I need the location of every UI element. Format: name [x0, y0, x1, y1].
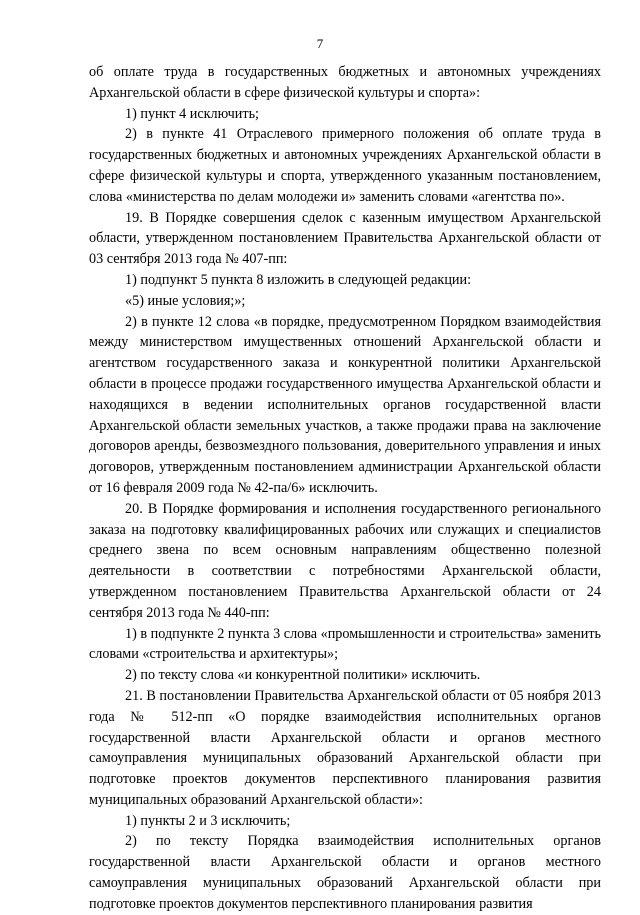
paragraph: 20. В Порядке формирования и исполнения государственного регионального заказа на подготовку квалифицированных рабочих или служащих и специалистов среднего звена по всем основным направлениям общественно полезной деятельности в соответствии с потребностями Архангельской области, утвержденном постановлением Правительства Архангельской области от 24 сентября 2013 года № 440-пп: — [89, 500, 601, 621]
paragraph: 2) по тексту Порядка взаимодействия исполнительных органов государственной власти Архангельской области и органов местного самоуправления муниципальных образований Архангельской области при подготовке проектов документов перспективного планирования развития — [89, 833, 601, 912]
paragraph: 1) пункт 4 исключить; — [125, 105, 259, 122]
paragraph: «5) иные условия;»; — [125, 292, 246, 309]
paragraph: 19. В Порядке совершения сделок с казенным имуществом Архангельской области, утвержденном постановлением Правительства Архангельской области от 03 сентября 2013 года № 407-пп: — [89, 209, 601, 268]
paragraph: 2) в пункте 41 Отраслевого примерного положения об оплате труда в государственных бюджетных и автономных учреждениях Архангельской области в сфере физической культуры и спорта, утвержденного указанным постановлением, слова «министерства по делам молодежи и» заменить словами «агентства по». — [89, 126, 601, 205]
paragraph: 1) в подпункте 2 пункта 3 слова «промышленности и строительства» заменить словами «строительства и архитектуры»; — [89, 625, 601, 663]
page-number: 7 — [316, 36, 324, 51]
paragraph: 21. В постановлении Правительства Архангельской области от 05 ноября 2013 года № 512-пп «О порядке взаимодействия исполнительных органов государственной власти Архангельской области и органов местного самоуправления муниципальных образований Архангельской области при подготовке проектов документов перспективного планирования развития муниципальных образований Архангельской области»: — [89, 687, 601, 808]
document-body — [89, 62, 601, 915]
paragraph: 2) в пункте 12 слова «в порядке, предусмотренном Порядком взаимодействия между министерством имущественных отношений Архангельской области и агентством государственного заказа и конкурентной политики Архангельской области в процессе продажи государственного имущества Архангельской области и находящихся в ведении исполнительных органов государственной власти Архангельской области земельных участков, а также продажи права на заключение договоров аренды, безвозмездного пользования, доверительного управления и иных договоров, утвержденным постановлением администрации Архангельской области от 16 февраля 2009 года № 42-па/6» исключить. — [89, 313, 601, 496]
paragraph: 2) по тексту слова «и конкурентной политики» исключить. — [125, 667, 481, 684]
paragraph: 1) пункты 2 и 3 исключить; — [125, 812, 291, 829]
paragraph: об оплате труда в государственных бюджетных и автономных учреждениях Архангельской области в сфере физической культуры и спорта»: — [89, 64, 601, 101]
paragraph: 1) подпункт 5 пункта 8 изложить в следующей редакции: — [125, 271, 472, 288]
